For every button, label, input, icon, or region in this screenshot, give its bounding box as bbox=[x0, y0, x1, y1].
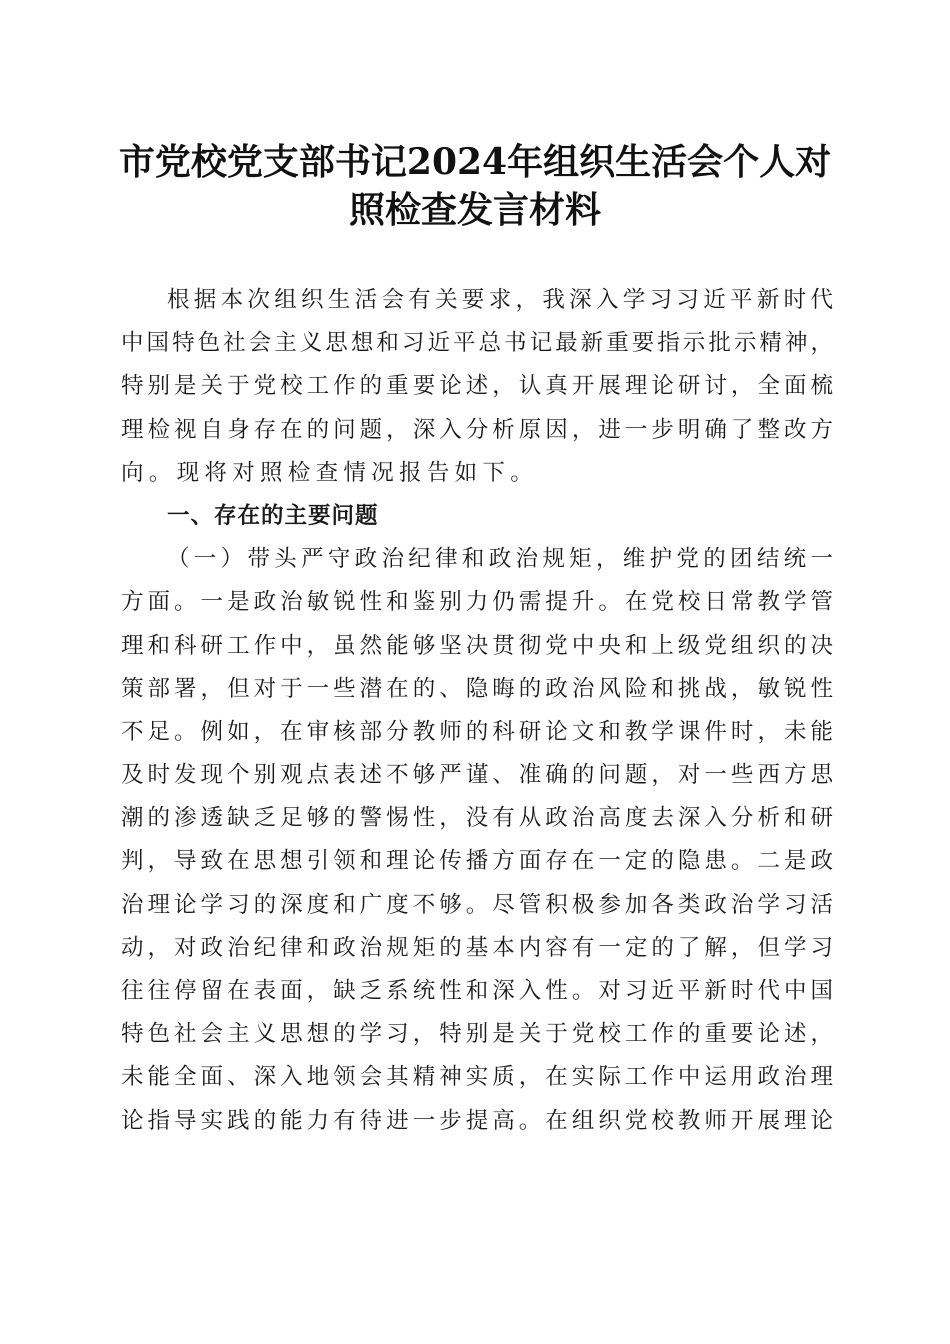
body-text-line: 潮的渗透缺乏足够的警惕性，没有从政治高度去深入分析和研 bbox=[121, 805, 833, 832]
document-title bbox=[100, 138, 850, 234]
body-text-line: 动，对政治纪律和政治规矩的基本内容有一定的了解，但学习 bbox=[121, 934, 833, 961]
section-heading: 一、存在的主要问题 bbox=[167, 502, 379, 529]
body-text-line: 及时发现个别观点表述不够严谨、准确的问题，对一些西方思 bbox=[121, 762, 833, 789]
title-line-2: 照检查发言材料 bbox=[348, 189, 601, 231]
body-text-line: 向。现将对照检查情况报告如下。 bbox=[121, 459, 539, 486]
title-line-1: 市党校党支部书记2024年组织生活会个人对 bbox=[118, 141, 832, 183]
body-text-line: 未能全面、深入地领会其精神实质，在实际工作中运用政治理 bbox=[121, 1064, 833, 1091]
body-text-line: 理和科研工作中，虽然能够坚决贯彻党中央和上级党组织的决 bbox=[121, 632, 833, 659]
body-text-line: 往往停留在表面，缺乏系统性和深入性。对习近平新时代中国 bbox=[121, 978, 833, 1004]
body-text-line: 理检视自身存在的问题，深入分析原因，进一步明确了整改方 bbox=[121, 416, 833, 443]
body-text-line: 判，导致在思想引领和理论传播方面存在一定的隐患。二是政 bbox=[121, 848, 833, 875]
body-text-line: 治理论学习的深度和广度不够。尽管积极参加各类政治学习活 bbox=[121, 891, 833, 918]
body-text-line: 特别是关于党校工作的重要论述，认真开展理论研讨，全面梳 bbox=[121, 373, 833, 400]
body-text-line: 方面。一是政治敏锐性和鉴别力仍需提升。在党校日常教学管 bbox=[121, 589, 833, 616]
body-text-line: （一）带头严守政治纪律和政治规矩，维护党的团结统一 bbox=[167, 546, 833, 573]
body-text-line: 中国特色社会主义思想和习近平总书记最新重要指示批示精神， bbox=[121, 330, 833, 357]
body-text-line: 策部署，但对于一些潜在的、隐晦的政治风险和挑战，敏锐性 bbox=[121, 675, 833, 702]
body-text-line: 根据本次组织生活会有关要求，我深入学习习近平新时代 bbox=[167, 287, 833, 313]
body-text-line: 特色社会主义思想的学习，特别是关于党校工作的重要论述， bbox=[121, 1021, 833, 1048]
document-body bbox=[121, 279, 833, 1143]
body-text-line: 不足。例如，在审核部分教师的科研论文和教学课件时，未能 bbox=[121, 718, 833, 745]
body-text-line: 论指导实践的能力有待进一步提高。在组织党校教师开展理论 bbox=[121, 1107, 833, 1134]
